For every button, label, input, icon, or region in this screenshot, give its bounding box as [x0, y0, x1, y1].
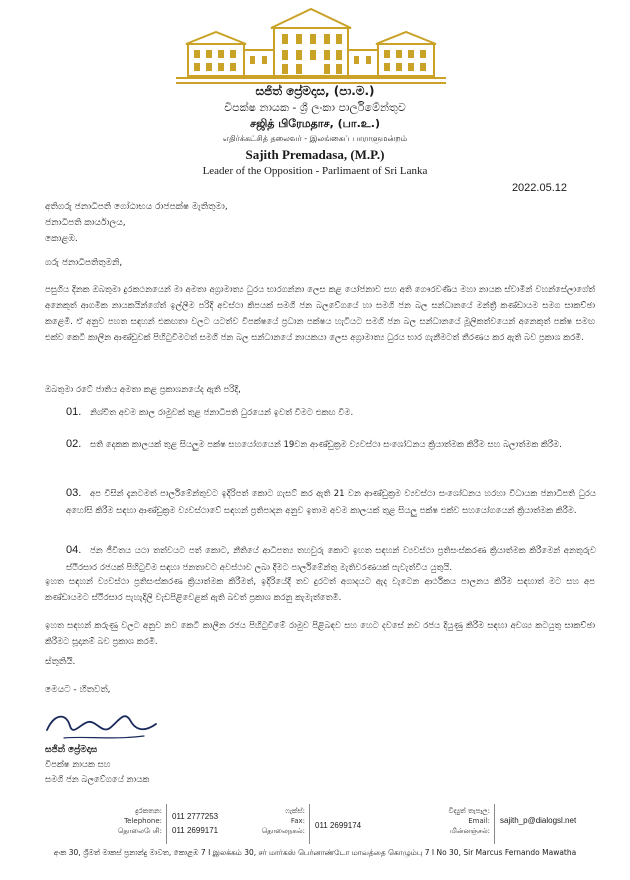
letterhead-name-tamil: சஜித் பிரேமதாச, (பா.உ.): [250, 117, 380, 130]
body-paragraph-2: ඔබතුමා රටේ ජාතිය අමතා කළ ප්‍රකාශනයේද ඇති පරිදි,: [45, 385, 241, 395]
handwritten-signature-icon: [44, 700, 159, 746]
parliament-building-logo-icon: [176, 6, 446, 86]
email-label-sinhala: විද්‍යුත් තැපෑල:: [448, 807, 490, 815]
phone-label-tamil: தொலைபேசி:: [117, 827, 162, 835]
list-item-number: 04.: [66, 544, 82, 556]
letterhead-title-english: Leader of the Opposition - Parlimaent of Sri Lanka: [202, 165, 428, 177]
addressee-line: කොළඹ.: [45, 234, 78, 244]
email-address: sajith_p@dialogsl.net: [500, 816, 577, 825]
addressee-block: [45, 199, 228, 247]
footer-address: අංක 30, ශ්‍රීමත් මාකස් ප්‍රනාන්දු මාවත, කොළඹ 7 I இலக்கம் 30, சர் மார்கஸ் பெர்னாண்டோ மாவத்தை கொழும்பு 7 I No 30, Sir Marcus Fernando Mawatha: [53, 848, 577, 857]
email-label-tamil: மின்னஞ்சல்:: [449, 827, 490, 835]
salutation: ගරු ජනාධිපතිතුමනි,: [45, 258, 123, 268]
fax-label-tamil: தொலைநகல்:: [261, 827, 305, 835]
list-item-text: ජන ජීවිතය යථා තත්වයට පත් කොට, නීතියේ ආධිපත්‍ය තහවුරු කොට ඉහත සඳහන් ව්‍යවස්ථා ප්‍රතිසංස්කරණ ක්‍රියාත්මක කිරීමෙන් අනතුරුව ස්ථිරසාර රජයක් පිහිටුවීම සඳහා ජනතාවට අවස්ථාව ලබා දීමට පාර්ලිමේන්තු මැතිවරණයක් පැවැත්විය යුතුයි.: [66, 546, 596, 573]
signatory-name: සජිත් ප්‍රේමදාස: [45, 745, 98, 755]
phone-label-english: Telephone:: [124, 817, 162, 825]
phone-number: 011 2699171: [172, 826, 219, 835]
letterhead-title-sinhala: විපක්ෂ නායක - ශ්‍රී ලංකා පාර්ලිමේන්තුව: [224, 101, 406, 114]
phone-label-sinhala: දුරකතන:: [135, 807, 162, 815]
divider: [494, 804, 495, 844]
phone-number: 011 2777253: [172, 812, 219, 821]
letterhead-name-english: Sajith Premadasa, (M.P.): [245, 147, 385, 162]
body-paragraph-4: ඉහත සඳහන් කරුණු වලට අනුව නව කෙටි කාලීන රජය පිහිටුවීමේ රාමුව පිළිබඳව සහ හෙට දවසේ නව රජය දියුණු කිරීම සඳහා අවශ්‍ය කටයුතු සාකච්ඡා කිරීමට සූදානම් බව ප්‍රකාශ කරමි.: [45, 621, 595, 647]
list-item: [66, 485, 596, 520]
phone-numbers: [172, 810, 218, 838]
letterhead-title-tamil: எதிர்க்கட்சித் தலைவர் - இலங்கைப் பாராளுமன்றம்: [222, 134, 408, 143]
letter-date: 2022.05.12: [511, 182, 567, 194]
divider: [309, 804, 310, 844]
list-item: [66, 542, 596, 577]
phone-labels: [80, 806, 162, 836]
body-paragraph-1: පසුගිය දිනක ඔබතුමා දුරකථනයෙන් මා අමතා අග්‍රාමාත්‍ය ධුරය භාරගන්නා ලෙස කළ යෝජනාව සහ අති ගෞරවණීය මහා නායක ස්වාමීන් වහන්සේලාගේත් අනෙකුත් ආගමික නායකයින්ගේත් ඉල්ලීම පරිදි අවස්ථා කිපයක් සමගි ජන බලවේගයේ හා සමගි ජන බල සන්ධානයේ මන්ත්‍රී කණ්ඩායම සමග සාකච්ඡා කළෙමි. ඒ අනුව පහත සඳහන් එකඟතා වලට යටත්ව විපක්ෂයේ ප්‍රධාන පක්ෂය හැටියට සමගි ජන බල සන්ධානයේ මූලිකත්වයෙන් අනෙකුත් පක්ෂ සමඟ එක්ව කෙටි කාලීන ආණ්ඩුවක් පිහිටුවීමටත් සමගි ජන බල සන්ධානයේ නායකයා ලෙස අග්‍රාමාත්‍ය ධුරය භාර ගැනීමටත් තීරණය කර ඇති බව ප්‍රකාශ කරමි.: [45, 285, 595, 343]
addressee-line: ජනාධිපති කාර්යාලය,: [45, 218, 126, 228]
fax-label-sinhala: ෆැක්ස්:: [285, 807, 305, 815]
fax-label-english: Fax:: [290, 817, 305, 825]
list-item-text: සති දෙකක කාලයක් තුළ සියලුම පක්ෂ සහයෝගයෙන් 19වන ආණ්ඩුක්‍රම ව්‍යවස්ථා සංශෝධනය ක්‍රියාත්මක කිරීම සහ බලාත්මක කිරීම.: [90, 440, 562, 450]
email-label-english: Email:: [468, 817, 490, 825]
list-item: [66, 436, 596, 454]
list-item-text: අප විසින් දැනටමත් පාර්ලිමේන්තුවට ඉදිරිපත් කොට ගැසට් කර ඇති 21 වන ආණ්ඩුක්‍රම ව්‍යවස්ථා සංශෝධනය හරහා විධායක ජනාධිපති ධුරය අහෝසි කිරීම සඳහා ආණ්ඩුක්‍රම ව්‍යවස්ථාවේ සඳහන් ප්‍රතිපාදන අනුව ඉතාම අවම කාලයක් තුළ සියලු පක්ෂ එක්ව සහයෝගයෙන් ක්‍රියාත්මක කිරීම.: [66, 489, 596, 516]
divider: [166, 804, 167, 844]
list-item-text: නිශ්චිත අවම කාල රාමුවක් තුළ ජනාධිපති ධුරයෙන් ඉවත් වීමට එකඟ වීම.: [90, 408, 354, 418]
thanks-line: ස්තුතියි.: [45, 657, 76, 667]
closing-line: මෙයට - හිතවත්,: [45, 685, 111, 695]
signatory-title: සමගි ජන බලවේගයේ නායක: [45, 775, 150, 785]
list-item-number: 03.: [66, 487, 82, 499]
email-labels: [398, 806, 490, 836]
signatory-title: විපක්ෂ නායක සහ: [45, 760, 111, 770]
letterhead-name-sinhala: සජිත් ප්‍රේමදාස, (පා.ම.): [255, 84, 375, 98]
body-paragraph-3: ඉහත සඳහන් ව්‍යවස්ථා ප්‍රතිසංස්කරණ ක්‍රියාත්මක කිරීමත්, ඉදිරියේදී තව දුරටත් අගාදයට ඇද වැටෙන ආර්ථිකය පාලනය කිරීම සඳහාත් මට සහ අප කණ්ඩායමට ස්ථිරසාර පැහැදිලි වැඩපිළිවෙළක් ඇති බවත් ප්‍රකාශ කරනු කැමැත්තෙමි.: [45, 577, 595, 603]
list-item-number: 02.: [66, 438, 82, 450]
list-item: [66, 404, 596, 422]
list-item-number: 01.: [66, 406, 82, 418]
addressee-line: අතිගරු ජනාධිපති ගෝඨාභය රාජපක්ෂ මැතිතුමා,: [45, 202, 228, 212]
fax-number: 011 2699174: [315, 821, 362, 830]
fax-labels: [250, 806, 305, 836]
